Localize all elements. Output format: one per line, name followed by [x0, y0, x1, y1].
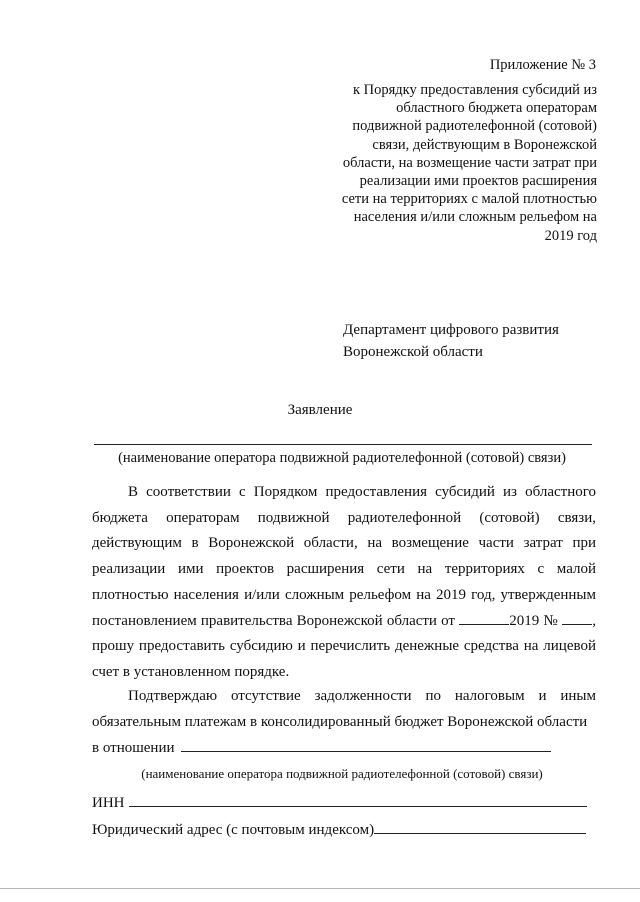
appendix-line: области, на возмещение части затрат при [342, 154, 597, 171]
inn-line [92, 791, 592, 816]
appendix-line: связи, действующим в Воронежской [372, 136, 597, 153]
number-blank [562, 609, 592, 625]
addressee-department [343, 319, 559, 363]
department-line-2: Воронежской области [343, 344, 483, 360]
inn-blank [129, 791, 587, 807]
appendix-line: к Порядку предоставления субсидий из [352, 82, 597, 98]
appendix-line: 2019 год [544, 227, 597, 244]
legal-address-label: Юридический адрес (с почтовым индексом) [92, 822, 375, 838]
appendix-title: Приложение № 3 [489, 57, 596, 73]
operator-name-caption: (наименование оператора подвижной радиотелефонной (сотовой) связи) [118, 450, 566, 466]
request-text-start: В соответствии с Порядком предоставления субсидий из областного бюджета операторам подвижной радиотелефонной (сотовой) связи, действующим в Воронежской области, на возмещение части затрат при реализации ими проектов расширения сети на территориях с малой плотностью населения и/или сложным рельефом на 2019 год, утвержденным постановлением правительства Воронежской области от [92, 484, 596, 629]
inn-label: ИНН [92, 795, 125, 811]
regarding-line [92, 736, 552, 761]
appendix-line: сети на территориях с малой плотностью [341, 191, 597, 208]
confirmation-paragraph: Подтверждаю отсутствие задолженности по налоговым и иным обязательным платежам в консолидированный бюджет Воронежской области [92, 688, 596, 730]
appendix-line: областного бюджета операторам [396, 100, 597, 117]
date-blank [459, 609, 509, 625]
request-paragraph [92, 480, 596, 686]
document-title: Заявление [287, 402, 353, 418]
page-bottom-edge [0, 888, 640, 889]
department-line-1: Департамент цифрового развития [343, 322, 559, 338]
operator-name-blank-line [94, 444, 592, 445]
regarding-label: в отношении [92, 740, 175, 756]
regarding-caption: (наименование оператора подвижной радиотелефонной (сотовой) связи) [141, 766, 543, 781]
request-text-end: , прошу предоставить субсидию и перечислить денежные средства на лицевой счет в установленном порядке. [92, 612, 597, 680]
year-number-text: 2019 № [509, 612, 559, 629]
appendix-reference [335, 81, 597, 245]
appendix-line: населения и/или сложным рельефом на [353, 209, 597, 226]
legal-address-blank [374, 818, 586, 834]
legal-address-line [92, 818, 592, 843]
appendix-line: подвижной радиотелефонной (сотовой) [352, 118, 597, 135]
regarding-blank [181, 736, 551, 752]
appendix-line: реализации ими проектов расширения [359, 173, 597, 190]
